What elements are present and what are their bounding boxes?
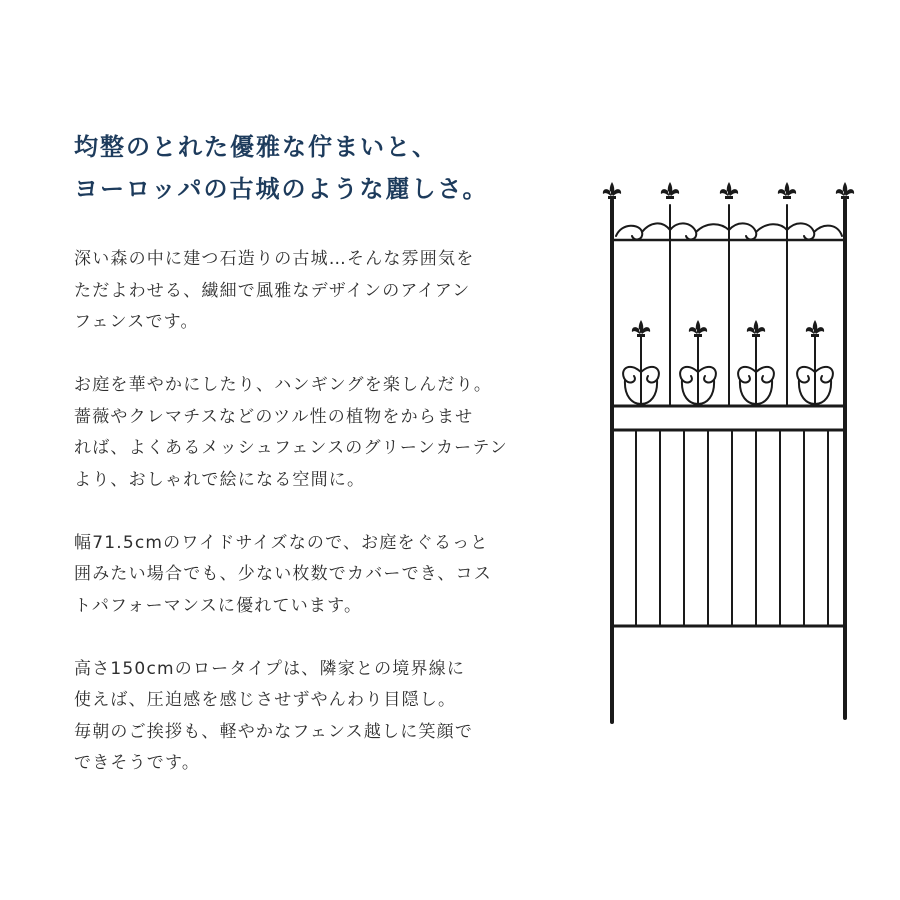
finial-collar [783,196,791,199]
fleur-finial-icon [747,320,765,334]
paragraph-line: フェンスです。 [74,312,199,332]
paragraph-line: ただよわせる、繊細で風雅なデザインのアイアン [74,280,471,301]
fleur-finial-icon [632,320,650,334]
finial-collar [752,334,760,337]
finial-collar [725,196,733,199]
fleur-finial-icon [836,182,854,196]
paragraph-line: より、おしゃれで絵になる空間に。 [74,469,366,490]
finial-collar [694,334,702,337]
description-body [74,244,594,811]
finial-collar [841,196,849,199]
fleur-finial-icon [603,182,621,196]
paragraph-usage [74,370,594,496]
paragraph-line: 幅71.5cmのワイドサイズなので、お庭をぐるっと [74,532,489,553]
paragraph-line: 使えば、圧迫感を感じさせずやんわり目隠し。 [74,690,457,710]
fleur-finial-icon [689,320,707,334]
finial-collar [608,196,616,199]
paragraph-line: 深い森の中に建つ石造りの古城…そんな雰囲気を [74,249,475,269]
fleur-finial-icon [778,182,796,196]
paragraph-intro [74,244,594,339]
headline [74,126,594,210]
fleur-finial-icon [806,320,824,334]
paragraph-line: 薔薇やクレマチスなどのツル性の植物をからませ [74,406,474,427]
paragraph-line: 高さ150cmのロータイプは、隣家との境界線に [74,658,466,679]
paragraph-height [74,654,594,780]
fleur-finial-icon [720,182,738,196]
finial-collar [637,334,645,337]
paragraph-line: トパフォーマンスに優れています。 [74,595,363,616]
paragraph-line: れば、よくあるメッシュフェンスのグリーンカーテン [74,438,508,458]
iron-fence-illustration [596,180,866,730]
paragraph-line: お庭を華やかにしたり、ハンギングを楽しんだり。 [74,375,493,395]
paragraph-line: できそうです。 [74,753,201,773]
finial-collar [666,196,674,199]
finial-collar [811,334,819,337]
paragraph-line: 囲みたい場合でも、少ない枚数でカバーでき、コス [74,564,492,584]
paragraph-line: 毎朝のご挨拶も、軽やかなフェンス越しに笑顔で [74,721,474,742]
fleur-finial-icon [661,182,679,196]
headline-line-1: 均整のとれた優雅な佇まいと、 [74,133,438,161]
paragraph-width [74,528,594,623]
headline-line-2: ヨーロッパの古城のような麗しさ。 [74,175,489,203]
